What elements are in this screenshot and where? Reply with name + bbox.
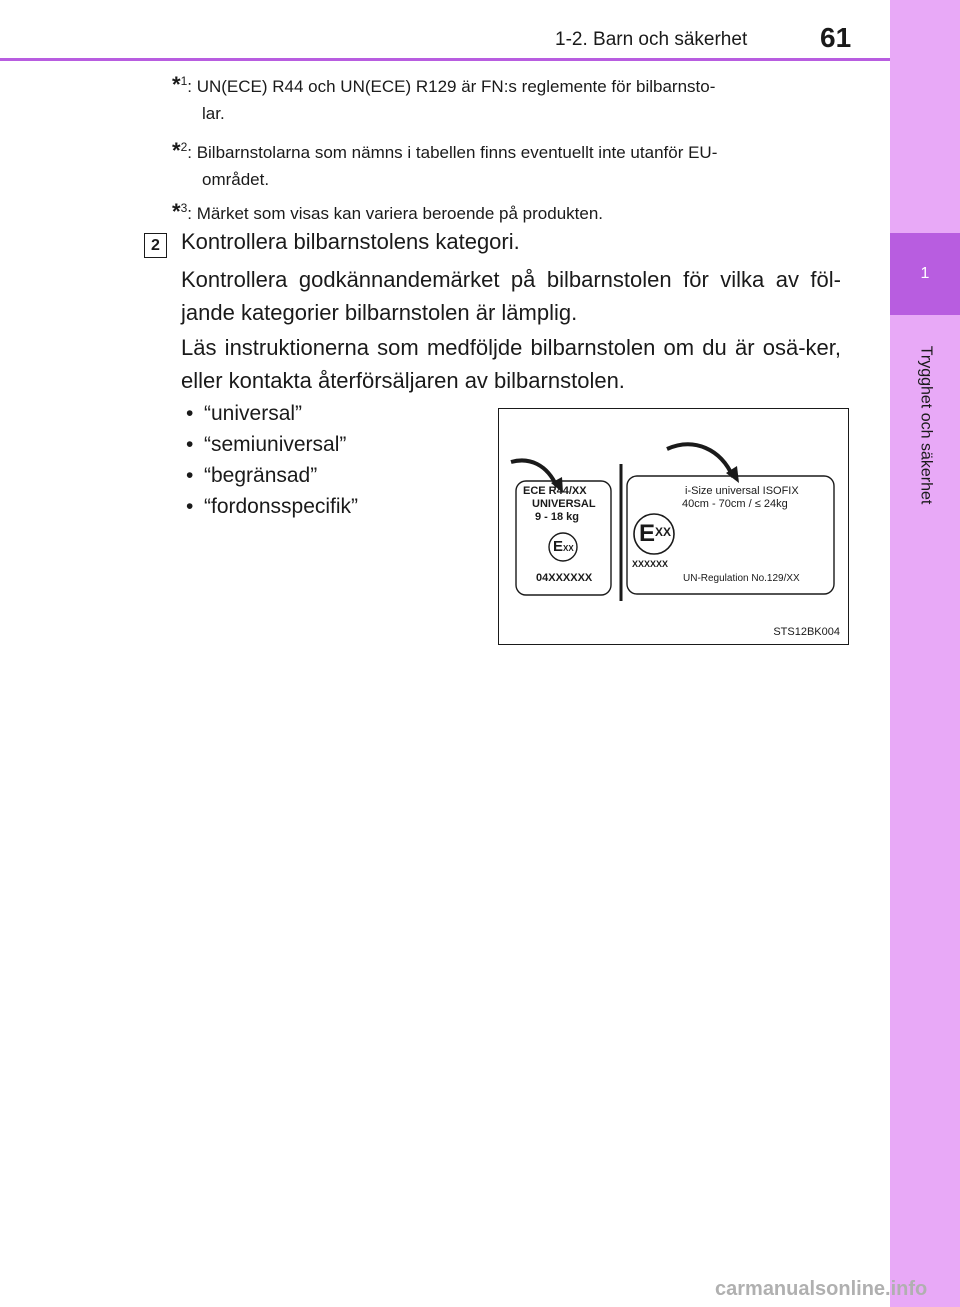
list-item: • “universal” bbox=[186, 398, 358, 429]
r129-e-mark bbox=[639, 520, 671, 548]
page-number: 61 bbox=[820, 22, 852, 53]
r129-line1: i-Size universal ISOFIX bbox=[685, 485, 799, 497]
r129-regulation: UN-Regulation No.129/XX bbox=[683, 573, 800, 584]
r44-line3: 9 - 18 kg bbox=[535, 511, 580, 523]
r129-approval-number: XXXXXX bbox=[632, 559, 669, 569]
chapter-sidebar bbox=[890, 0, 960, 1307]
watermark: carmanualsonline.info bbox=[715, 1278, 928, 1300]
footnote-text: : Märket som visas kan variera beroende på produkten. bbox=[187, 204, 604, 223]
chapter-number: 1 bbox=[920, 265, 930, 282]
e-country: XX bbox=[563, 544, 574, 553]
footnote-mark: * bbox=[172, 138, 181, 163]
footnote-continuation: området. bbox=[202, 170, 270, 189]
step-paragraph-1: Kontrollera godkännandemärket på bilbarnstolen för vilka av föl-jande kategorier bilbarnstolen är lämplig. bbox=[181, 267, 841, 325]
approval-label-figure bbox=[498, 408, 849, 645]
list-item: • “fordonsspecifik” bbox=[186, 491, 358, 522]
r44-line2: UNIVERSAL bbox=[532, 498, 596, 510]
footnote-sup: 1 bbox=[180, 74, 188, 88]
figure-id: STS12BK004 bbox=[773, 626, 840, 638]
footnote-sup: 3 bbox=[180, 201, 188, 215]
section-title: 1-2. Barn och säkerhet bbox=[555, 29, 748, 50]
chapter-title: Trygghet och säkerhet bbox=[917, 345, 935, 505]
step-number: 2 bbox=[144, 233, 167, 258]
r44-e-mark bbox=[553, 538, 574, 555]
r44-approval-number: 04XXXXXX bbox=[536, 572, 593, 584]
arrow-right-icon bbox=[667, 444, 733, 477]
footnote-2 bbox=[172, 134, 842, 193]
list-item: • “semiuniversal” bbox=[186, 429, 358, 460]
r129-line2: 40cm - 70cm / ≤ 24kg bbox=[682, 498, 788, 510]
footnote-continuation: lar. bbox=[202, 104, 225, 123]
e-letter: E bbox=[553, 538, 564, 555]
header-rule bbox=[0, 58, 890, 61]
approval-label-illustration bbox=[499, 409, 850, 646]
footnote-mark: * bbox=[172, 72, 181, 97]
footnote-sup: 2 bbox=[180, 140, 188, 154]
footnote-text: : Bilbarnstolarna som nämns i tabellen finns eventuellt inte utanför EU- bbox=[187, 143, 718, 162]
list-item: • “begränsad” bbox=[186, 460, 358, 491]
footnote-3 bbox=[172, 195, 842, 227]
e-letter: E bbox=[639, 520, 656, 547]
footnote-mark: * bbox=[172, 199, 181, 224]
arrow-left-icon bbox=[511, 460, 557, 487]
step-title: Kontrollera bilbarnstolens kategori. bbox=[181, 229, 520, 254]
footnote-1 bbox=[172, 68, 842, 127]
footnote-text: : UN(ECE) R44 och UN(ECE) R129 är FN:s reglemente för bilbarnsto- bbox=[187, 77, 716, 96]
category-list bbox=[186, 398, 358, 522]
r44-line1: ECE R44/XX bbox=[523, 485, 587, 497]
chapter-tab[interactable] bbox=[890, 233, 960, 315]
step-paragraph-2: Läs instruktionerna som medföljde bilbarnstolen om du är osä-ker, eller kontakta återförsäljaren av bilbarnstolen. bbox=[181, 335, 841, 393]
e-country: XX bbox=[655, 525, 672, 539]
